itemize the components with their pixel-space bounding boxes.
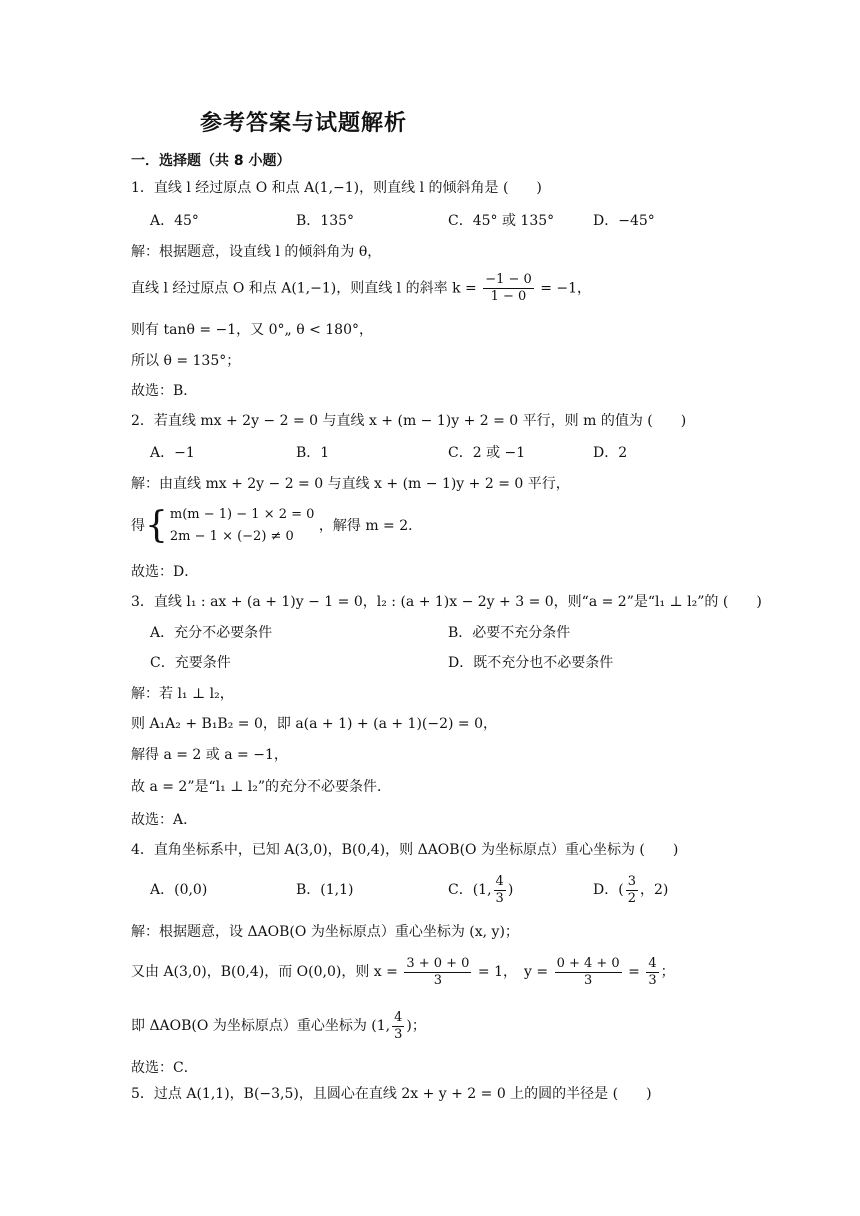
q4-solution-line-3 — [131, 1008, 426, 1044]
q1-solution-result: = −1， — [540, 280, 592, 297]
solution-text: = — [628, 964, 640, 980]
fraction-numerator: 0 + 4 + 0 — [556, 955, 620, 971]
fraction-denominator: 3 — [433, 972, 443, 988]
q4-option-b: B．(1,1) — [296, 882, 354, 898]
q1-option-a: A．45° — [150, 213, 199, 229]
q4-answer: 故选：C． — [131, 1060, 198, 1076]
q1-solution-line-4: 所以 θ = 135°； — [131, 353, 241, 369]
section-heading: 一．选择题（共 8 小题） — [131, 153, 291, 169]
y-fraction — [555, 956, 622, 989]
solution-text: ； — [660, 964, 675, 980]
q3-option-a: A．充分不必要条件 — [150, 625, 273, 641]
fraction-numerator: −1 − 0 — [485, 272, 532, 287]
q1-solution-line-1: 解：根据题意，设直线 l 的倾斜角为 θ， — [131, 244, 382, 260]
q4-stem: 4．直角坐标系中，已知 A(3,0)，B(0,4)，则 ΔAOB(O 为坐标原点）重心坐标为 ( ) — [131, 842, 679, 858]
fraction-numerator: 3 + 0 + 0 — [406, 955, 470, 971]
q5-stem: 5．过点 A(1,1)，B(−3,5)，且圆心在直线 2x + y + 2 = 0 上的圆的半径是 ( ) — [131, 1086, 652, 1102]
solution-text: )； — [406, 1018, 426, 1034]
solution-text: 又由 A(3,0)，B(0,4)，而 O(0,0)，则 x = — [131, 964, 398, 980]
option-text: ，2) — [639, 882, 669, 898]
q1-slope-fraction — [483, 272, 534, 305]
option-text: C．(1, — [448, 882, 492, 898]
q3-answer: 故选：A． — [131, 812, 198, 828]
system-row-2: 2m − 1 × (−2) ≠ 0 — [169, 529, 294, 544]
fraction-numerator: 3 — [627, 873, 636, 889]
equation-system — [170, 504, 315, 548]
q2-option-a: A．−1 — [150, 445, 195, 461]
fraction-numerator: 4 — [394, 1009, 403, 1025]
q2-stem: 2．若直线 mx + 2y − 2 = 0 与直线 x + (m − 1)y + 2 = 0 平行，则 m 的值为 ( ) — [131, 413, 687, 429]
x-fraction — [404, 956, 471, 989]
left-brace-icon: { — [145, 505, 168, 546]
q3-option-b: B．必要不充分条件 — [448, 625, 571, 641]
page-title: 参考答案与试题解析 — [200, 111, 408, 136]
q4-option-a: A．(0,0) — [150, 882, 208, 898]
q2-option-b: B．1 — [296, 445, 330, 461]
q1-option-d: D．−45° — [593, 213, 655, 229]
option-text: ) — [507, 882, 514, 898]
q4-option-d — [593, 872, 668, 908]
fraction-denominator: 3 — [583, 972, 593, 988]
q1-solution-line-2 — [131, 272, 591, 305]
option-text: D．( — [593, 882, 624, 898]
q3-option-c: C．充要条件 — [150, 655, 231, 671]
fraction-denominator: 2 — [627, 890, 636, 906]
fraction-denominator: 3 — [495, 890, 504, 906]
q3-stem: 3．直线 l₁ : ax + (a + 1)y − 1 = 0，l₂ : (a + 1)x − 2y + 3 = 0，则“a = 2”是“l₁ ⊥ l₂”的 ( ) — [131, 594, 762, 610]
option-fraction — [494, 874, 506, 907]
q4-solution-line-1: 解：根据题意，设 ΔAOB(O 为坐标原点）重心坐标为 (x, y)； — [131, 924, 519, 940]
centroid-fraction — [392, 1010, 404, 1043]
q3-solution-line-3: 解得 a = 2 或 a = −1， — [131, 747, 288, 763]
q2-system-prefix: 得 — [131, 518, 145, 534]
q1-answer: 故选：B． — [131, 383, 198, 399]
solution-text: 即 ΔAOB(O 为坐标原点）重心坐标为 (1, — [131, 1018, 391, 1034]
q3-solution-line-4: 故 a = 2”是“l₁ ⊥ l₂”的充分不必要条件． — [131, 779, 392, 795]
q2-option-c: C．2 或 −1 — [448, 445, 526, 461]
solution-text: = 1， y = — [477, 964, 549, 980]
q1-stem: 1．直线 l 经过原点 O 和点 A(1,−1)，则直线 l 的倾斜角是 ( ) — [131, 180, 542, 196]
q1-solution-line-3: 则有 tanθ = −1，又 0°„ θ < 180°， — [131, 322, 373, 338]
q2-option-d: D．2 — [593, 445, 628, 461]
fraction-numerator: 4 — [648, 955, 657, 971]
q2-solution-system — [131, 504, 422, 548]
q3-solution-line-2: 则 A₁A₂ + B₁B₂ = 0，即 a(a + 1) + (a + 1)(−2) = 0， — [131, 716, 498, 732]
q1-option-c: C．45° 或 135° — [448, 213, 555, 229]
fraction-denominator: 1 − 0 — [490, 289, 527, 304]
q2-system-result: ，解得 m = 2． — [318, 518, 423, 534]
q4-option-c — [448, 872, 513, 908]
q1-solution-text: 直线 l 经过原点 O 和点 A(1,−1)，则直线 l 的斜率 k = — [131, 280, 477, 297]
q2-solution-line-1: 解：由直线 mx + 2y − 2 = 0 与直线 x + (m − 1)y + 2 = 0 平行， — [131, 476, 570, 492]
q3-option-d: D．既不充分也不必要条件 — [448, 655, 614, 671]
fraction-denominator: 3 — [648, 972, 657, 988]
system-row-1: m(m − 1) − 1 × 2 = 0 — [169, 507, 315, 522]
fraction-denominator: 3 — [394, 1026, 403, 1042]
result-fraction — [646, 956, 658, 989]
fraction-numerator: 4 — [495, 873, 504, 889]
q2-answer: 故选：D． — [131, 564, 199, 580]
q4-solution-line-2 — [131, 954, 675, 990]
option-fraction — [626, 874, 638, 907]
q3-solution-line-1: 解：若 l₁ ⊥ l₂， — [131, 686, 234, 702]
q1-option-b: B．135° — [296, 213, 355, 229]
